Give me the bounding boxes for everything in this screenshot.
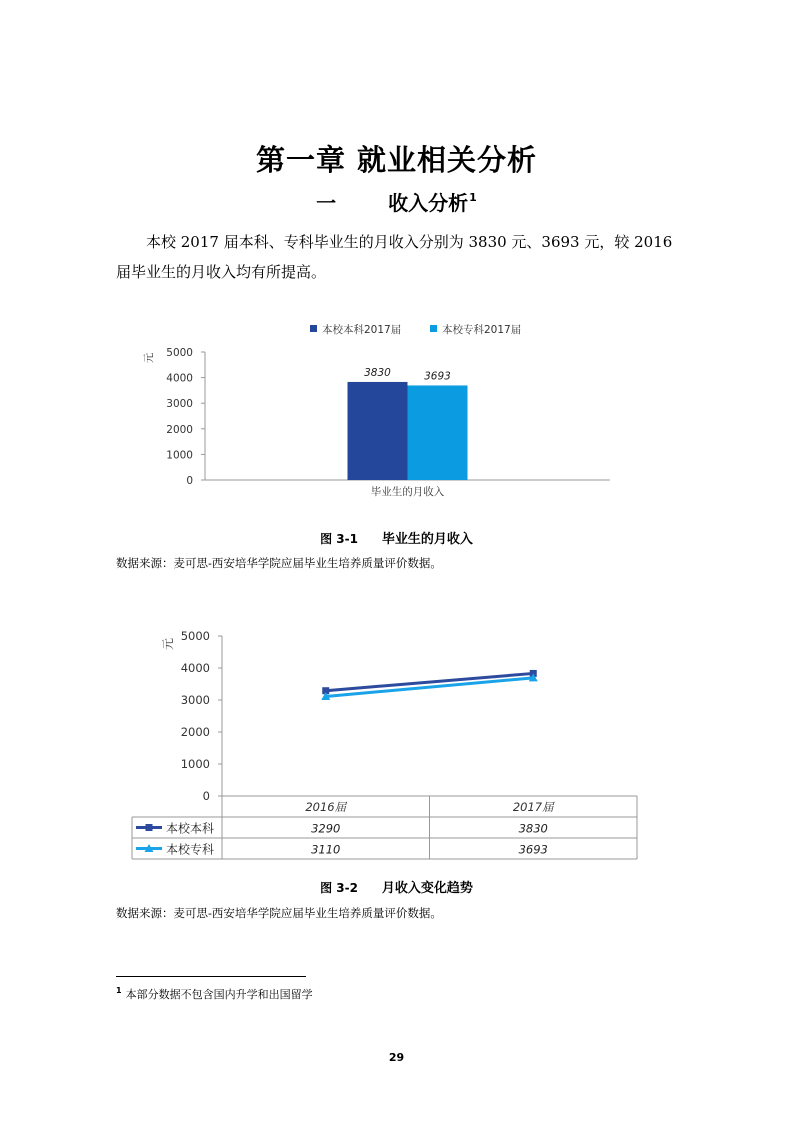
figure-3-2-line-chart	[128, 622, 648, 867]
legend-label-1: 本校专科2017届	[442, 324, 522, 336]
figure-3-2-number: 图 3-2	[320, 881, 358, 895]
figure-3-1-source: 数据来源：麦可思-西安培华学院应届毕业生培养质量评价数据。	[116, 556, 442, 570]
legend-swatch-0	[310, 325, 317, 332]
table-legend-marker-0	[146, 824, 153, 831]
bar-0	[348, 382, 408, 480]
body-paragraph: 本校 2017 届本科、专科毕业生的月收入分别为 3830 元、3693 元，较 2016 届毕业生的月收入均有所提高。	[116, 233, 673, 281]
y-tick-label-3: 3000	[180, 693, 210, 707]
legend-swatch-1	[430, 325, 437, 332]
legend-label-0: 本校本科2017届	[322, 324, 402, 336]
x-category-label: 毕业生的月收入	[370, 486, 445, 498]
y-tick-label-1: 1000	[166, 449, 193, 462]
table-cell-1-1: 3693	[518, 842, 548, 857]
bar-data-label-0: 3830	[364, 366, 391, 379]
y-tick-label-1: 1000	[180, 757, 210, 771]
table-cell-0-0: 3290	[311, 821, 341, 836]
bar-1	[408, 385, 468, 480]
y-tick-label-4: 4000	[166, 372, 193, 385]
table-series-name-1: 本校专科	[166, 842, 215, 857]
chapter-title: 第一章 就业相关分析	[255, 143, 538, 177]
table-series-name-0: 本校本科	[166, 821, 215, 836]
bar-data-label-1: 3693	[424, 370, 451, 383]
y-tick-label-5: 5000	[166, 347, 193, 359]
footnote-text: 本部分数据不包含国内升学和出国留学	[125, 988, 313, 1001]
figure-3-2-source: 数据来源：麦可思-西安培华学院应届毕业生培养质量评价数据。	[116, 906, 442, 920]
figure-3-1-title: 毕业生的月收入	[381, 532, 473, 547]
footnote	[116, 986, 313, 1002]
figure-3-1-bar-chart	[130, 312, 650, 512]
y-tick-label-5: 5000	[180, 629, 210, 643]
section-number: 一	[316, 191, 337, 215]
y-axis-label: 元	[161, 637, 175, 651]
section-title	[0, 187, 793, 216]
footnote-reference[interactable]: 1	[469, 191, 477, 204]
y-tick-label-2: 2000	[166, 423, 193, 436]
table-cell-0-1: 3830	[518, 821, 548, 836]
page-number: 29	[388, 1051, 405, 1064]
footnote-mark: 1	[116, 986, 122, 996]
figure-3-2-caption	[0, 877, 793, 896]
figure-3-2-title: 月收入变化趋势	[381, 881, 473, 896]
y-axis-label: 元	[143, 352, 155, 364]
y-tick-label-4: 4000	[180, 661, 210, 675]
table-header-1: 2017届	[512, 800, 554, 814]
table-cell-1-0: 3110	[311, 842, 341, 857]
y-tick-label-0: 0	[186, 475, 193, 487]
y-tick-label-0: 0	[202, 789, 210, 803]
footnote-divider	[116, 976, 306, 977]
table-header-0: 2016届	[305, 800, 347, 814]
figure-3-1-number: 图 3-1	[320, 532, 358, 546]
section-title-text: 收入分析	[388, 191, 469, 215]
figure-3-1-caption	[0, 528, 793, 547]
y-tick-label-2: 2000	[180, 725, 210, 739]
y-tick-label-3: 3000	[166, 398, 193, 411]
